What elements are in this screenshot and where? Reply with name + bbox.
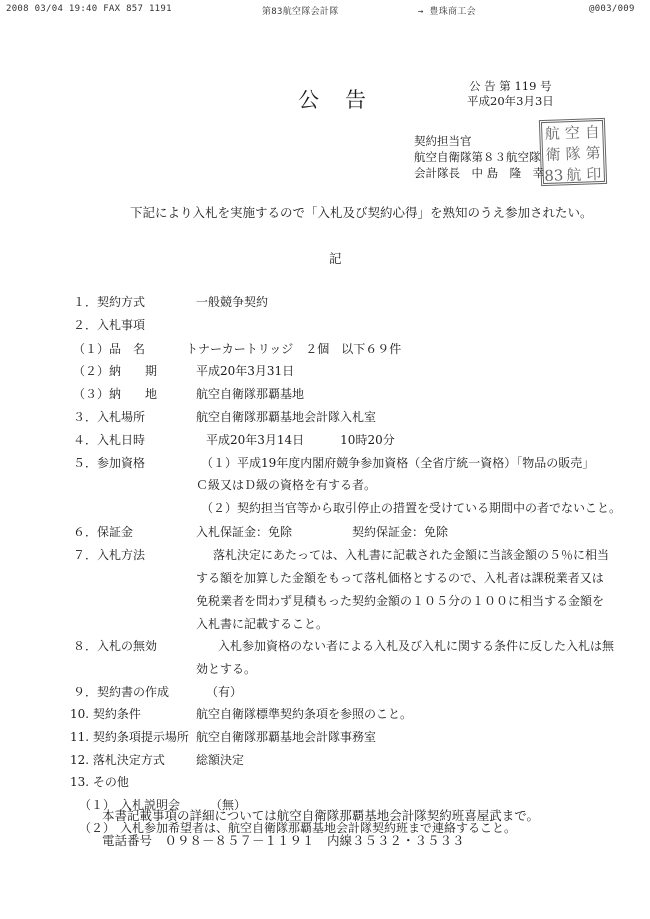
item-value: 入札参加資格のない者による入札及び入札に関する条件に反した入札は無 xyxy=(206,639,615,653)
footer-phone-line: 電話番号 ０９８－８５７－１１９１ 内線３５３２・３５３３ xyxy=(102,833,465,848)
footer-contact-line: 本書記載事項の詳細については航空自衛隊那覇基地会計隊契約班喜屋武まで。 xyxy=(102,808,540,823)
item-value: 入札保証金：免除 契約保証金：免除 xyxy=(196,525,449,539)
item-value: 落札決定にあたっては、入札書に記載された金額に当該金額の５％に相当 xyxy=(201,548,610,562)
seal-char: 第 xyxy=(585,144,601,163)
item-value: 免税業者を問わず見積もった契約金額の１０５分の１００に相当する金額を xyxy=(196,594,605,608)
seal-char: 航 xyxy=(565,165,582,185)
item-label: （３）納 地 xyxy=(73,387,158,401)
item-label: （２）納 期 xyxy=(73,364,158,378)
item-value: 平成20年3月31日 xyxy=(196,364,295,378)
item-value: 一般競争契約 xyxy=(196,295,269,309)
issuer-role: 契約担当官 xyxy=(414,134,472,148)
item-label: 10. 契約条件 xyxy=(70,707,141,721)
item-label: 13. その他 xyxy=(70,775,129,789)
item-value: Ｃ級又はＤ級の資格を有する者。 xyxy=(196,478,377,492)
fax-timestamp: 2008 03/04 19:40 FAX 857 1191 xyxy=(6,4,172,14)
item-value: 航空自衛隊標準契約条項を参照のこと。 xyxy=(196,707,413,721)
item-value: 航空自衛隊那覇基地会計隊事務室 xyxy=(196,730,377,744)
item-value: 効とする。 xyxy=(196,662,257,676)
seal-char: 航 xyxy=(544,124,561,143)
seal-char: 印 xyxy=(585,165,602,184)
document-title: 公告 xyxy=(298,88,392,112)
seal-char: 自 xyxy=(584,123,601,142)
issuer-name: 会計隊長 中 島 隆 幸 xyxy=(414,166,545,180)
item-value: 入札書に記載すること。 xyxy=(196,617,329,631)
item-label: ９．契約書の作成 xyxy=(73,685,170,699)
item-label: （１） xyxy=(79,798,116,812)
item-label: 11. 契約条項提示場所 xyxy=(70,730,189,744)
item-label: ３．入札場所 xyxy=(73,410,146,424)
ki-heading: 記 xyxy=(329,251,342,266)
item-value: トナーカートリッジ ２個 以下６９件 xyxy=(186,342,402,356)
seal-char: 隊 xyxy=(565,144,581,164)
fax-page-number: @003/009 xyxy=(589,4,635,14)
item-label: ５．参加資格 xyxy=(73,456,146,470)
item-value: 入札参加希望者は、航空自衛隊那覇基地会計隊契約班まで連絡すること。 xyxy=(120,821,517,835)
item-value: する額を加算した金額をもって落札価格とするので、入札者は課税業者又は xyxy=(196,571,604,585)
item-value: 総額決定 xyxy=(196,753,245,767)
fax-sender: 第83航空隊会計隊 xyxy=(262,7,339,17)
item-value: 入札説明会 （無） xyxy=(120,798,247,812)
item-value: （２）契約担当官等から取引停止の措置を受けている期間中の者でないこと。 xyxy=(201,501,622,515)
notice-number: 公 告 第 119 号 xyxy=(469,79,552,93)
item-value: 航空自衛隊那覇基地 xyxy=(196,387,305,401)
item-label: ４．入札日時 xyxy=(73,433,146,447)
intro-text: 下記により入札を実施するので「入札及び契約心得」を熟知のうえ参加されたい。 xyxy=(130,205,593,220)
official-seal xyxy=(539,118,607,186)
notice-date: 平成20年3月3日 xyxy=(467,94,554,108)
issuer-org: 航空自衛隊第８３航空隊 xyxy=(414,150,541,164)
item-label: （１）品 名 xyxy=(73,342,146,356)
item-label: 12. 落札決定方式 xyxy=(70,753,165,767)
item-label: ２．入札事項 xyxy=(73,318,146,332)
fax-recipient: → 豊珠商工会 xyxy=(418,7,476,17)
item-label: ７．入札方法 xyxy=(73,548,146,562)
item-label: （２） xyxy=(79,821,116,835)
item-value: （有） xyxy=(206,685,243,699)
item-label: １．契約方式 xyxy=(73,295,146,309)
item-value: 平成20年3月14日 10時20分 xyxy=(206,433,395,447)
item-value: （１）平成19年度内閣府競争参加資格（全省庁統一資格）「物品の販売」 xyxy=(201,456,595,470)
item-value: 航空自衛隊那覇基地会計隊入札室 xyxy=(196,410,377,424)
item-label: ６．保証金 xyxy=(73,525,134,539)
seal-char: 衛 xyxy=(545,145,561,164)
seal-char: 83 xyxy=(543,165,564,185)
seal-char: 空 xyxy=(564,123,581,143)
item-label: ８．入札の無効 xyxy=(73,639,158,653)
